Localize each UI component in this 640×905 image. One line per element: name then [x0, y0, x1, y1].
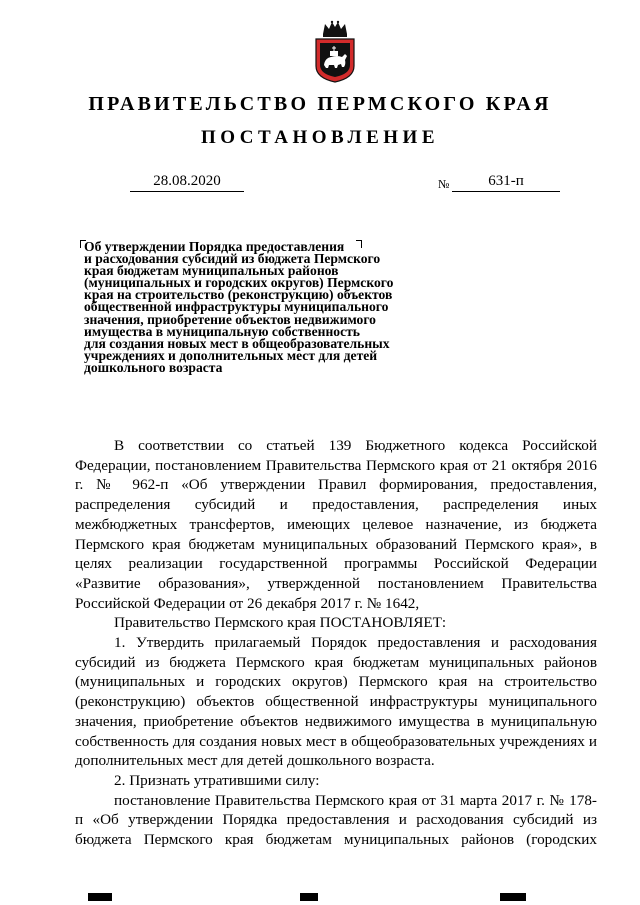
body-paragraph: 2. Признать утратившими силу:: [114, 771, 320, 789]
body-paragraph: постановление Правительства Пермского края от 31 марта 2017 г. № 178-п «Об утверждении Порядка предоставления и расходования субсидий из бюджета Пермского края бюджетам муниципальных районов (городских: [75, 791, 597, 849]
subject-line: и расходования субсидий из бюджета Пермского: [84, 251, 381, 267]
subject-line: Об утверждении Порядка предоставления: [84, 239, 345, 254]
number-label: №: [438, 177, 450, 191]
subject-line: значения, приобретение объектов недвижимого: [84, 311, 376, 327]
body-paragraph: В соответствии со статьей 139 Бюджетного кодекса Российской Федерации, постановлением Правительства Пермского края от 21 октября 2016 г. № 962-п «Об утверждении Правил формирования, предоставления, распределения субсидий и предоставления, распределения иных межбюджетных трансфертов, имеющих целевое назначение, из бюджета Пермского края бюджетам муниципальных образований Пермского края», в целях реализации государственной программы Российской Федерации «Развитие образования», утвержденной постановлением Правительства Российской Федерации от 26 декабря 2017 г. № 1642,: [75, 437, 597, 612]
document-body: [75, 436, 597, 850]
subject-line: для создания новых мест в общеобразовательных: [84, 335, 390, 351]
subject-line: имущества в муниципальную собственность: [84, 323, 360, 339]
subject-line: дошкольного возраста: [84, 359, 223, 375]
scan-artifact: [300, 893, 318, 901]
subject-line: края бюджетам муниципальных районов: [84, 263, 339, 279]
subject-line: учреждениях и дополнительных мест для детей: [84, 347, 378, 363]
subject-line: (муниципальных и городских округов) Пермского: [84, 275, 394, 291]
document-type: ПОСТАНОВЛЕНИЕ: [200, 127, 440, 148]
body-paragraph: 1. Утвердить прилагаемый Порядок предоставления и расходования субсидий из бюджета Пермского края бюджетам муниципальных районов (муниципальных и городских округов) Пермского края на строительство (реконструкцию) объектов общественной инфраструктуры муниципального значения, приобретение объектов недвижимого имущества в муниципальную собственность для создания новых мест в общеобразовательных учреждениях и дополнительных мест для детей дошкольного возраста.: [75, 634, 597, 770]
scan-artifact: [500, 893, 526, 901]
subject-line: края на строительство (реконструкцию) объектов: [84, 287, 393, 303]
subject-line: общественной инфраструктуры муниципального: [84, 299, 389, 315]
scan-artifact: [88, 893, 112, 901]
document-date: 28.08.2020: [130, 171, 244, 192]
body-paragraph: Правительство Пермского края ПОСТАНОВЛЯЕТ:: [114, 614, 447, 632]
org-title: ПРАВИТЕЛЬСТВО ПЕРМСКОГО КРАЯ: [88, 93, 552, 115]
perm-krai-coat-of-arms-icon: [313, 20, 357, 84]
document-subject: [84, 241, 444, 374]
document-number: 631-п: [452, 171, 560, 192]
